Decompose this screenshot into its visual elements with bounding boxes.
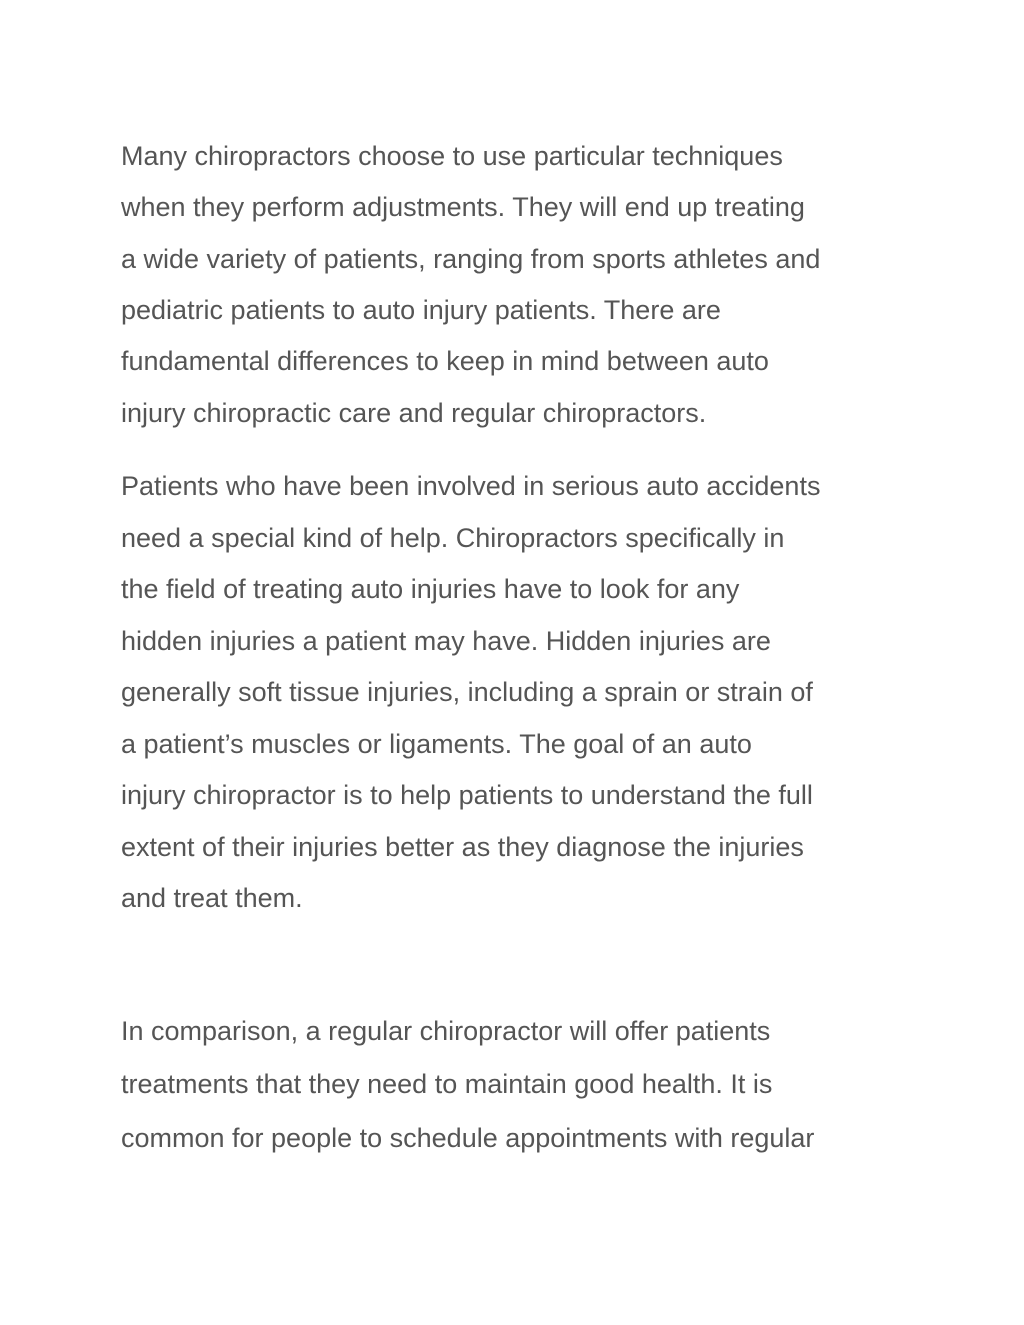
paragraph-line: the field of treating auto injuries have to look for any xyxy=(121,574,740,604)
paragraph-line: Many chiropractors choose to use particular techniques xyxy=(121,141,783,171)
paragraph-line: extent of their injuries better as they diagnose the injuries xyxy=(121,832,804,862)
paragraph-line: hidden injuries a patient may have. Hidden injuries are xyxy=(121,626,771,656)
paragraph-line: treatments that they need to maintain good health. It is xyxy=(121,1069,773,1099)
paragraph-line: need a special kind of help. Chiropractors specifically in xyxy=(121,523,785,553)
paragraph-line: a wide variety of patients, ranging from sports athletes and xyxy=(121,244,821,274)
paragraph-line: common for people to schedule appointments with regular xyxy=(121,1123,815,1153)
paragraph-line: generally soft tissue injuries, including a sprain or strain of xyxy=(121,677,813,707)
paragraph-line: Patients who have been involved in serious auto accidents xyxy=(121,471,821,501)
paragraph-line: a patient’s muscles or ligaments. The goal of an auto xyxy=(121,729,752,759)
paragraph-line: and treat them. xyxy=(121,883,303,913)
paragraph-line: In comparison, a regular chiropractor will offer patients xyxy=(121,1016,771,1046)
paragraph-line: injury chiropractor is to help patients to understand the full xyxy=(121,780,813,810)
paragraph-line: when they perform adjustments. They will end up treating xyxy=(121,192,805,222)
paragraph-line: fundamental differences to keep in mind between auto xyxy=(121,346,769,376)
paragraph-line: pediatric patients to auto injury patients. There are xyxy=(121,295,721,325)
paragraph-line: injury chiropractic care and regular chiropractors. xyxy=(121,398,707,428)
